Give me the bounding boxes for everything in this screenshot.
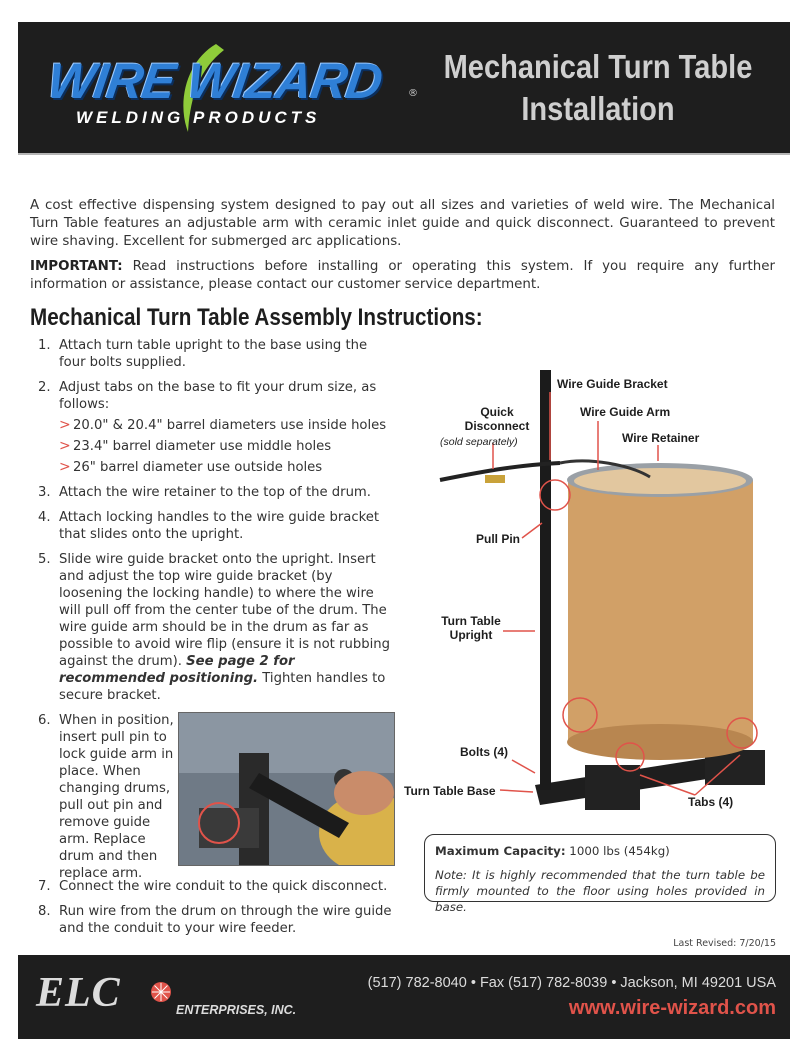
step-text: Attach locking handles to the wire guide bracket that slides onto the upright.: [59, 510, 380, 542]
website-link[interactable]: www.wire-wizard.com: [568, 997, 776, 1019]
title-line-1: Mechanical Turn Table: [443, 48, 753, 85]
logo-wordmark: WIRE WIZARD: [44, 53, 386, 109]
step-number: 8.: [38, 904, 51, 919]
label-tabs: Tabs (4): [688, 795, 734, 809]
capacity-label: Maximum Capacity:: [435, 844, 566, 858]
contact-info: (517) 782-8040 • Fax (517) 782-8039 • Jackson, MI 49201 USA: [367, 975, 776, 991]
step-1: [38, 337, 396, 371]
pull-pin-photo-image: [179, 713, 394, 865]
important-paragraph: [30, 258, 775, 294]
important-label: IMPORTANT:: [30, 259, 123, 274]
label-bolts: Bolts (4): [460, 745, 508, 759]
header-divider: [18, 153, 790, 155]
step-number: 5.: [38, 552, 51, 567]
wire-wizard-logo: [44, 52, 418, 152]
step-number: 1.: [38, 338, 51, 353]
mounting-note: Note: It is highly recommended that the turn table be firmly mounted to the floor using holes provided in base.: [435, 868, 765, 914]
label-turn-table-base: Turn Table Base: [404, 784, 496, 798]
chevron-right-icon: >: [59, 417, 71, 433]
turn-table-diagram: [400, 365, 800, 825]
step-number: 4.: [38, 510, 51, 525]
step-4: [38, 509, 396, 543]
section-title: Mechanical Turn Table Assembly Instructions:: [30, 304, 483, 331]
label-wire-retainer: Wire Retainer: [622, 431, 700, 445]
step-text-tail: Tighten handles to secure bracket.: [59, 671, 386, 703]
step-number: 3.: [38, 485, 51, 500]
label-wire-guide-bracket: Wire Guide Bracket: [557, 377, 668, 391]
step-text: Connect the wire conduit to the quick disconnect.: [59, 879, 388, 894]
title-line-2: Installation: [521, 90, 675, 127]
registered-mark: ®: [408, 88, 418, 99]
label-pull-pin: Pull Pin: [476, 532, 521, 546]
capacity-line: [435, 843, 765, 859]
instruction-steps: [38, 337, 396, 945]
capacity-box: [424, 834, 776, 914]
elc-logo: ELC: [36, 970, 121, 1016]
step-8: [38, 903, 396, 937]
label-sold-separately: (sold separately): [440, 436, 518, 448]
step-7: [38, 878, 396, 895]
chevron-right-icon: >: [59, 438, 71, 454]
step-text: When in position, insert pull pin to lock guide arm in place. When changing drums, pull out pin and remove guide arm. Replace drum and then replace arm.: [59, 713, 174, 881]
intro-paragraph: A cost effective dispensing system designed to pay out all sizes and varieties of weld wire. The Mechanical Turn Table features an adjustable arm with ceramic inlet guide and quick disconnect. Guaranteed to prevent wire shaving. Excellent for submerged arc applications.: [30, 198, 775, 249]
step-3: [38, 484, 396, 501]
pull-pin-photo: [178, 712, 395, 866]
step-text: Run wire from the drum on through the wire guide and the conduit to your wire feeder.: [59, 904, 392, 936]
step-number: 6.: [38, 713, 51, 728]
step-number: 2.: [38, 380, 51, 395]
page-title: [435, 46, 761, 130]
last-revised: Last Revised: 7/20/15: [673, 938, 776, 949]
step-text: Adjust tabs on the base to fit your drum size, as follows:: [59, 380, 377, 412]
header-banner: [18, 22, 790, 153]
label-quick-disconnect: Quick Disconnect: [464, 405, 530, 433]
label-turn-table-upright: Turn Table Upright: [441, 614, 501, 642]
list-item: > 26" barrel diameter use outside holes: [59, 459, 323, 475]
capacity-value: 1000 lbs (454kg): [565, 844, 670, 858]
drum-size-list: [59, 417, 396, 476]
logo-subtitle: WELDING PRODUCTS: [76, 108, 321, 127]
important-text: Read instructions before installing or operating this system. If you require any further information or assistance, please contact our customer service department.: [30, 259, 775, 292]
list-item: > 20.0" & 20.4" barrel diameters use inside holes: [59, 417, 387, 433]
step-6: [38, 712, 396, 881]
footer-banner: [18, 955, 790, 1039]
elc-subtitle: ENTERPRISES, INC.: [176, 1003, 297, 1017]
step-text: Attach the wire retainer to the top of the drum.: [59, 485, 371, 500]
label-wire-guide-arm: Wire Guide Arm: [580, 405, 671, 419]
step-number: 7.: [38, 879, 51, 894]
step-text: Attach turn table upright to the base using the four bolts supplied.: [59, 338, 368, 370]
step-emphasis: See page 2 for recommended positioning.: [59, 654, 295, 686]
chevron-right-icon: >: [59, 459, 71, 475]
step-2: [38, 379, 396, 476]
step-5: [38, 551, 396, 704]
list-item: > 23.4" barrel diameter use middle holes: [59, 438, 332, 454]
step-text: Slide wire guide bracket onto the upright. Insert and adjust the top wire guide bracket (by loosening the locking handle) to where the wire will pull off from the center tube of the drum. The wire guide arm should be in the drum as far as possible to avoid wire flip (ensure it is not rubbing against the drum).: [59, 552, 390, 669]
starburst-icon: [150, 981, 172, 1003]
